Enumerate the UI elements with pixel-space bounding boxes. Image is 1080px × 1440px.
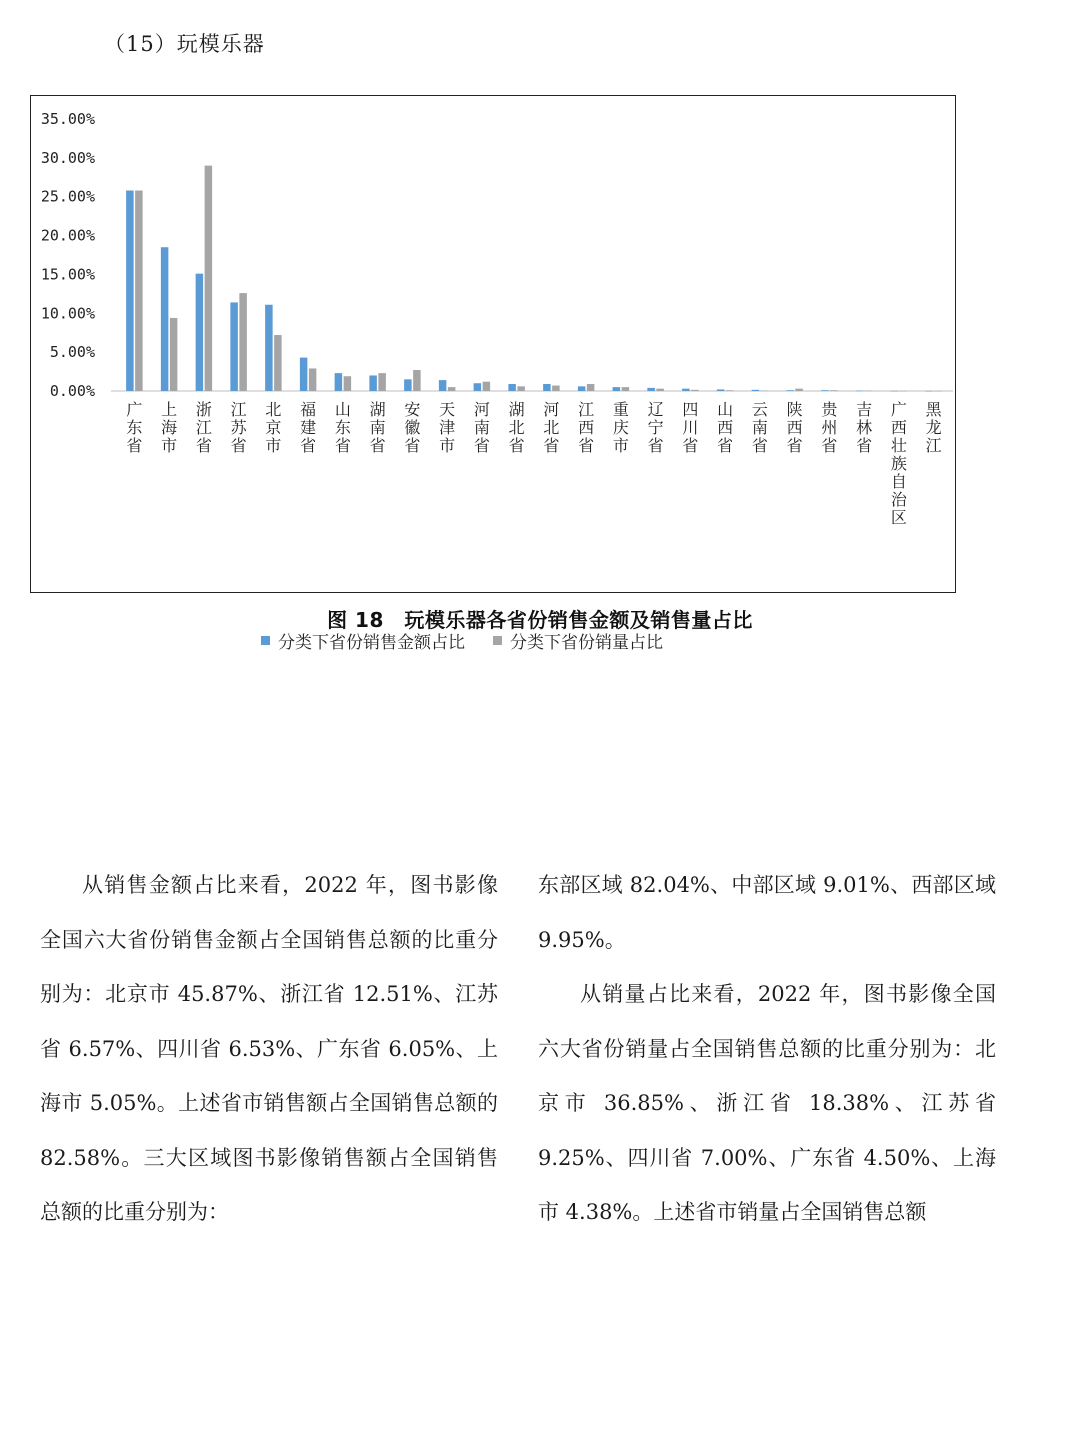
- bar-volume: [622, 387, 630, 391]
- bar-volume: [205, 166, 213, 391]
- x-tick-label: 北京市: [265, 400, 282, 455]
- bar-volume: [552, 386, 560, 391]
- bar-volume: [274, 335, 282, 391]
- paragraph-volume-share: 从销量占比来看，2022 年，图书影像全国六大省份销量占全国销售总额的比重分别为：北京市 36.85%、浙江省 18.38%、江苏省 9.25%、四川省 7.00%、广东省 4.50%、上海市 4.38%。上述省市销量占全国销售总额: [538, 982, 996, 1224]
- y-tick-label: 15.00%: [40, 265, 95, 284]
- bar-volume: [448, 387, 456, 391]
- legend-swatch-volume: [493, 636, 502, 645]
- bar-volume: [135, 190, 143, 391]
- x-tick-label: 山西省: [717, 400, 734, 455]
- bar-amount: [335, 373, 343, 391]
- x-tick-label: 湖北省: [508, 400, 525, 455]
- bar-amount: [196, 274, 204, 391]
- bar-amount: [786, 390, 794, 391]
- x-tick-label: 湖南省: [369, 400, 386, 455]
- bar-volume: [934, 391, 942, 392]
- y-tick-label: 20.00%: [40, 226, 95, 245]
- bar-volume: [413, 370, 421, 391]
- x-tick-label: 安徽省: [404, 400, 421, 455]
- x-tick-label: 广东省: [126, 400, 143, 455]
- bar-chart: [31, 96, 957, 594]
- x-tick-label: 黑龙江: [925, 400, 942, 455]
- x-tick-label: 辽宁省: [647, 400, 664, 455]
- bar-amount: [891, 391, 899, 392]
- bar-volume: [344, 376, 352, 391]
- bar-amount: [925, 391, 933, 392]
- x-tick-label: 广西壮族自治区: [890, 400, 907, 527]
- legend-label-amount: 分类下省份销售金额占比: [278, 633, 465, 653]
- x-tick-label: 云南省: [751, 400, 768, 455]
- bar-amount: [161, 247, 169, 391]
- text-column-left: [40, 858, 498, 1240]
- bar-amount: [717, 389, 725, 391]
- paragraph-region-share: 东部区域 82.04%、中部区域 9.01%、西部区域 9.95%。: [538, 873, 996, 952]
- legend-swatch-amount: [261, 636, 270, 645]
- bar-amount: [647, 388, 655, 391]
- x-tick-label: 江西省: [578, 400, 595, 455]
- bar-amount: [300, 358, 308, 391]
- y-tick-label: 30.00%: [40, 148, 95, 167]
- figure-caption: 图 18 玩模乐器各省份销售金额及销售量占比: [327, 608, 753, 632]
- x-tick-label: 重庆市: [612, 400, 629, 455]
- bar-amount: [613, 387, 621, 391]
- y-tick-label: 0.00%: [49, 382, 95, 400]
- bar-volume: [378, 373, 386, 391]
- x-tick-label: 上海市: [161, 400, 178, 455]
- y-tick-label: 25.00%: [40, 187, 95, 206]
- bar-volume: [865, 391, 873, 392]
- bar-volume: [517, 386, 525, 391]
- bar-amount: [439, 380, 447, 391]
- x-tick-label: 河南省: [473, 400, 490, 455]
- x-tick-label: 福建省: [300, 400, 317, 455]
- bar-amount: [265, 305, 273, 391]
- bar-amount: [752, 390, 760, 391]
- bar-amount: [369, 375, 377, 391]
- y-tick-label: 10.00%: [40, 304, 95, 323]
- bar-volume: [900, 391, 908, 392]
- paragraph-amount-share: 从销售金额占比来看，2022 年，图书影像全国六大省份销售金额占全国销售总额的比重分别为：北京市 45.87%、浙江省 12.51%、江苏省 6.57%、四川省 6.53%、广东省 6.05%、上海市 5.05%。上述省市销售额占全国销售总额的 82.58%。三大区域图书影像销售额占全国销售总额的比重分别为：: [40, 873, 498, 1224]
- bar-volume: [726, 390, 734, 391]
- x-tick-label: 山东省: [334, 400, 351, 455]
- bar-volume: [795, 389, 803, 391]
- bar-volume: [656, 389, 664, 391]
- x-tick-label: 河北省: [543, 400, 560, 455]
- bar-volume: [170, 318, 178, 391]
- x-tick-label: 江苏省: [230, 400, 247, 455]
- y-tick-label: 35.00%: [40, 110, 95, 128]
- bar-amount: [682, 389, 690, 391]
- bar-volume: [830, 390, 838, 391]
- bar-volume: [587, 384, 595, 391]
- bar-amount: [508, 384, 516, 391]
- bar-amount: [578, 386, 586, 391]
- x-tick-label: 四川省: [682, 400, 699, 455]
- bar-volume: [761, 391, 769, 392]
- x-tick-label: 浙江省: [195, 400, 212, 455]
- bar-volume: [483, 382, 491, 391]
- bar-volume: [239, 293, 247, 391]
- bar-amount: [126, 190, 134, 391]
- bar-amount: [543, 384, 551, 391]
- bar-amount: [821, 390, 829, 391]
- x-tick-label: 天津市: [439, 400, 456, 455]
- legend-label-volume: 分类下省份销量占比: [510, 633, 663, 653]
- x-tick-label: 贵州省: [821, 400, 838, 455]
- section-heading: （15）玩模乐器: [104, 32, 265, 56]
- bar-volume: [309, 368, 317, 391]
- x-tick-label: 吉林省: [856, 400, 873, 455]
- bar-amount: [404, 379, 412, 391]
- text-column-right: [538, 858, 996, 1240]
- bar-amount: [474, 383, 482, 391]
- x-tick-label: 陕西省: [786, 400, 803, 455]
- bar-amount: [856, 391, 864, 392]
- bar-volume: [691, 390, 699, 391]
- bar-amount: [230, 302, 238, 391]
- y-tick-label: 5.00%: [49, 343, 95, 362]
